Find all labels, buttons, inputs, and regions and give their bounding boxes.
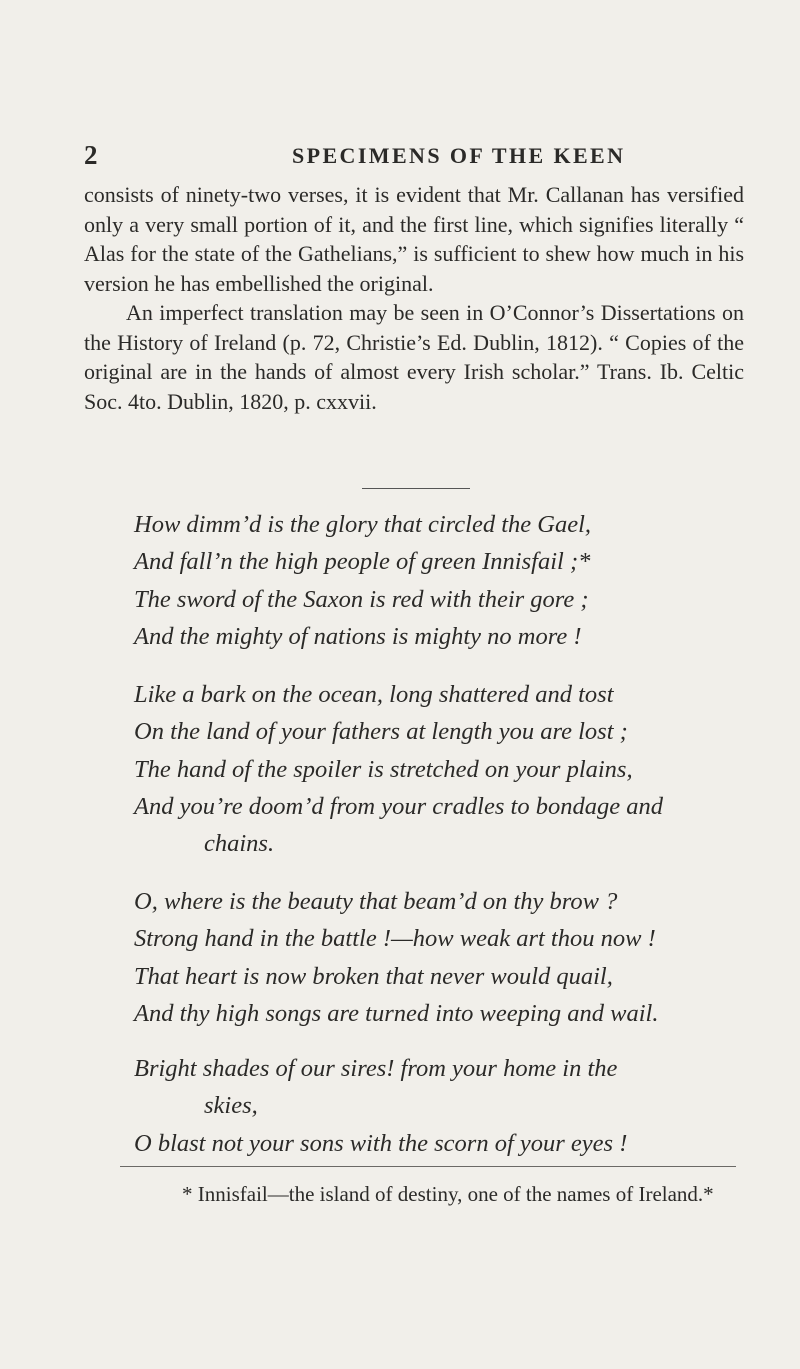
poem-stanza — [134, 506, 754, 655]
page-number: 2 — [84, 140, 98, 170]
poem-line: And fall’n the high people of green Innisfail ;* — [134, 548, 591, 576]
poem-stanza — [134, 883, 754, 1032]
footnote-rule — [120, 1166, 736, 1167]
poem-line-continuation: chains. — [204, 830, 275, 858]
poem-stanza — [134, 676, 754, 862]
poem-line: That heart is now broken that never would quail, — [134, 962, 613, 990]
poem-line: And thy high songs are turned into weeping and wail. — [134, 999, 659, 1027]
prose-paragraph: consists of ninety-two verses, it is evident that Mr. Callanan has versified only a very small portion of it, and the first line, which signifies literally “ Alas for the state of the Gathelians,” is sufficient to shew how much in his version he has embellished the original. — [84, 182, 744, 296]
poem-line: The hand of the spoiler is stretched on your plains, — [134, 755, 633, 783]
section-divider — [362, 488, 470, 489]
poem-line: O, where is the beauty that beam’d on thy brow ? — [134, 888, 618, 915]
poem-line: The sword of the Saxon is red with their gore ; — [134, 585, 589, 613]
poem-line: O blast not your sons with the scorn of your eyes ! — [134, 1129, 628, 1157]
poem-line: Bright shades of our sires! from your home in the — [134, 1055, 618, 1082]
poem-line-continuation: skies, — [204, 1092, 258, 1120]
running-title: SPECIMENS OF THE KEEN — [292, 143, 626, 168]
poem-line: And you’re doom’d from your cradles to bondage and — [134, 792, 663, 820]
prose-paragraph: An imperfect translation may be seen in O’Connor’s Dissertations on the History of Ireland (p. 72, Christie’s Ed. Dublin, 1812). “ Copies of the original are in the hands of almost every Irish scholar.” Trans. Ib. Celtic Soc. 4to. Dublin, 1820, p. cxxvii. — [84, 300, 744, 414]
poem-line: On the land of your fathers at length you are lost ; — [134, 718, 628, 746]
prose-block — [84, 180, 744, 416]
poem-line: Strong hand in the battle !—how weak art thou now ! — [134, 925, 656, 953]
poem-line: How dimm’d is the glory that circled the Gael, — [134, 511, 592, 538]
poem-line: And the mighty of nations is mighty no more ! — [134, 622, 582, 650]
poem-line: Like a bark on the ocean, long shattered and tost — [134, 681, 614, 708]
footnote: * Innisfail—the island of destiny, one of the names of Ireland.* — [182, 1182, 714, 1206]
poem-stanza — [134, 1050, 754, 1162]
